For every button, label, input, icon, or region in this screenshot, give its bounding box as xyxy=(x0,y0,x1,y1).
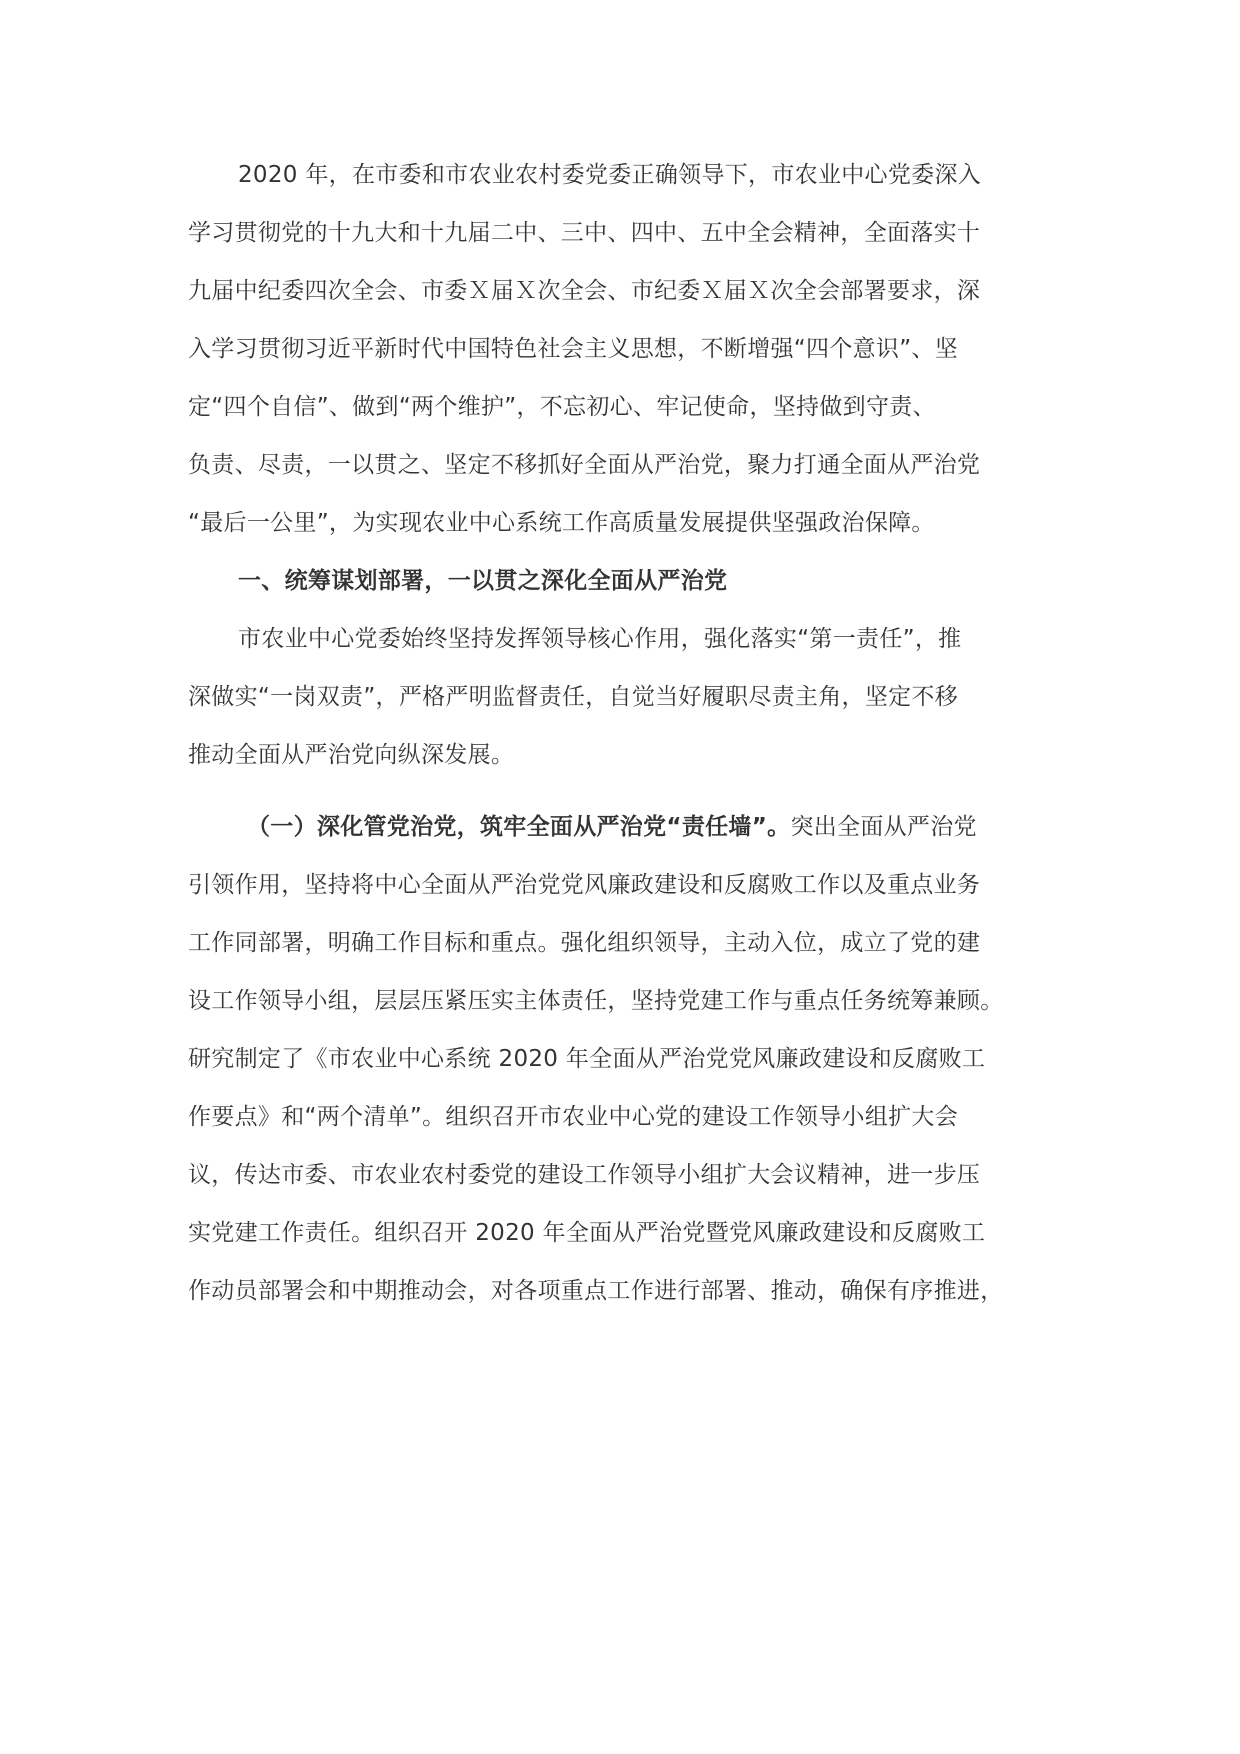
paragraph-line: 九届中纪委四次全会、市委Ｘ届Ｘ次全会、市纪委Ｘ届Ｘ次全会部署要求，深 xyxy=(188,278,981,304)
paragraph-line: 实党建工作责任。组织召开 2020 年全面从严治党暨党风廉政建设和反腐败工 xyxy=(188,1220,986,1246)
subsection-heading-continuation: 突出全面从严治党 xyxy=(790,814,977,840)
paragraph-line: 作动员部署会和中期推动会，对各项重点工作进行部署、推动，确保有序推进， xyxy=(188,1278,1004,1304)
subsection-first-line xyxy=(247,807,1127,847)
paragraph-line: 工作同部署，明确工作目标和重点。强化组织领导，主动入位，成立了党的建 xyxy=(188,930,981,956)
paragraph-line: 定“四个自信”、做到“两个维护”，不忘初心、牢记使命，坚持做到守责、 xyxy=(188,394,936,420)
paragraph-line: 设工作领导小组，层层压紧压实主体责任，坚持党建工作与重点任务统筹兼顾。 xyxy=(188,988,1004,1014)
paragraph-line: 学习贯彻党的十九大和十九届二中、三中、四中、五中全会精神，全面落实十 xyxy=(188,220,981,246)
paragraph-line: “最后一公里”，为实现农业中心系统工作高质量发展提供坚强政治保障。 xyxy=(188,510,935,536)
paragraph-line: 推动全面从严治党向纵深发展。 xyxy=(188,742,515,768)
paragraph-line: 议，传达市委、市农业农村委党的建设工作领导小组扩大会议精神，进一步压 xyxy=(188,1162,981,1188)
paragraph-line: 2020 年，在市委和市农业农村委党委正确领导下，市农业中心党委深入 xyxy=(238,162,982,188)
paragraph-line: 深做实“一岗双责”，严格严明监督责任，自觉当好履职尽责主角，坚定不移 xyxy=(188,684,959,710)
paragraph-line: 研究制定了《市农业中心系统 2020 年全面从严治党党风廉政建设和反腐败工 xyxy=(188,1046,986,1072)
paragraph-line: 入学习贯彻习近平新时代中国特色社会主义思想，不断增强“四个意识”、坚 xyxy=(188,336,959,362)
paragraph-line: 引领作用，坚持将中心全面从严治党党风廉政建设和反腐败工作以及重点业务 xyxy=(188,872,981,898)
paragraph-line: 作要点》和“两个清单”。组织召开市农业中心党的建设工作领导小组扩大会 xyxy=(188,1104,959,1130)
paragraph-line: 负责、尽责，一以贯之、坚定不移抓好全面从严治党，聚力打通全面从严治党 xyxy=(188,452,981,478)
paragraph-line: 市农业中心党委始终坚持发挥领导核心作用，强化落实“第一责任”，推 xyxy=(238,626,962,652)
subsection-heading: （一）深化管党治党，筑牢全面从严治党“责任墙”。 xyxy=(247,814,791,840)
section-heading: 一、统筹谋划部署，一以贯之深化全面从严治党 xyxy=(238,568,728,594)
